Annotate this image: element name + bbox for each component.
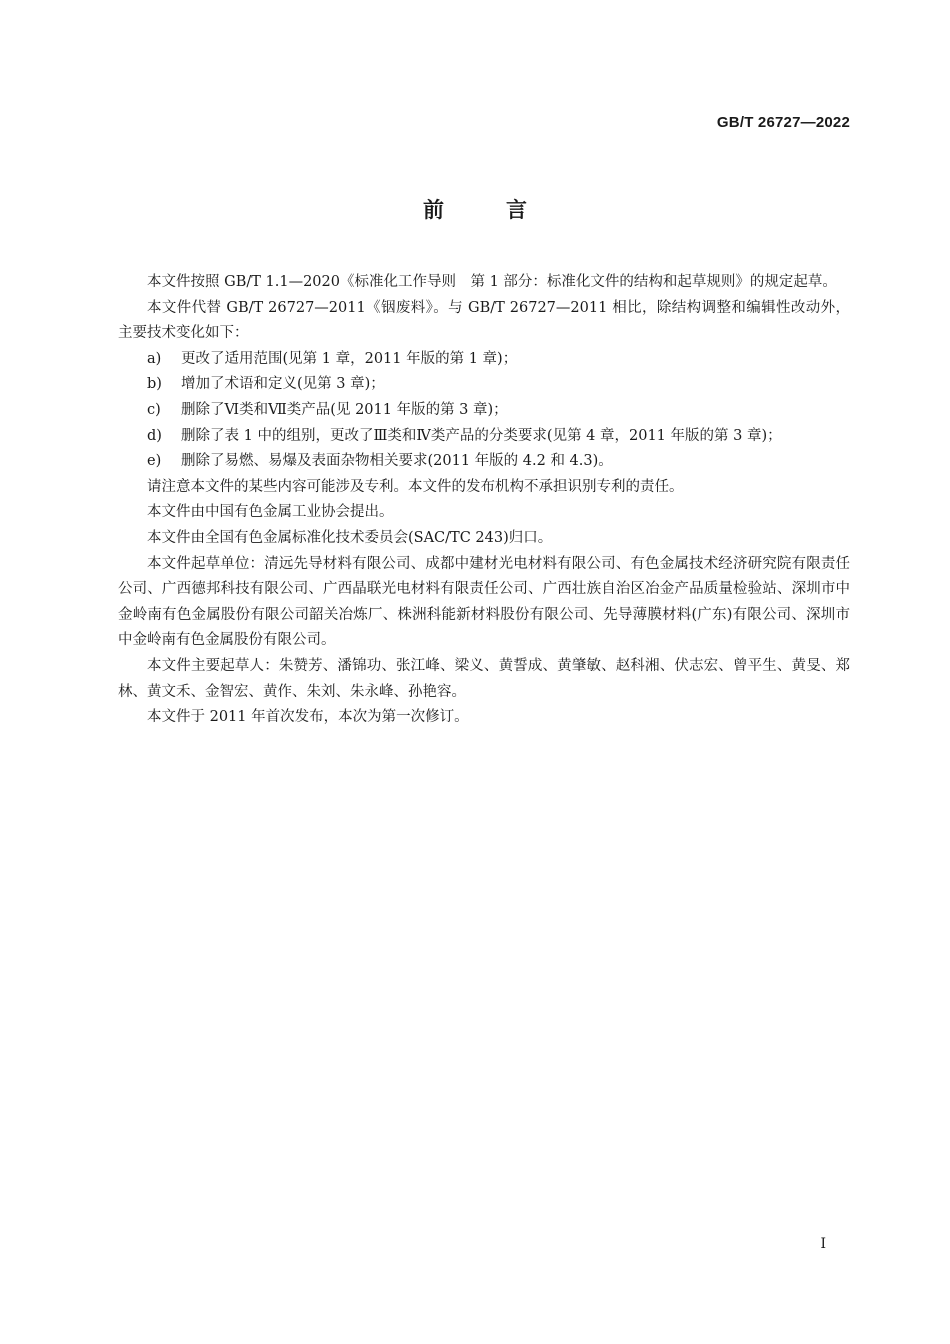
- change-item: [118, 424, 850, 450]
- change-item-mark: a): [147, 350, 162, 367]
- change-item: [118, 372, 850, 398]
- change-item-text: 删除了表 1 中的组别，更改了Ⅲ类和Ⅳ类产品的分类要求(见第 4 章，2011 年版的第 3 章)；: [181, 427, 782, 444]
- change-item: [118, 449, 850, 475]
- paragraph-patent-notice: 请注意本文件的某些内容可能涉及专利。本文件的发布机构不承担识别专利的责任。: [147, 478, 684, 495]
- change-item: [118, 347, 850, 373]
- standard-code: GB/T 26727—2022: [716, 114, 850, 131]
- change-item-text: 删除了易燃、易爆及表面杂物相关要求(2011 年版的 4.2 和 4.3)。: [181, 453, 613, 470]
- paragraph-committee: 本文件由全国有色金属标准化技术委员会(SAC/TC 243)归口。: [147, 529, 553, 546]
- paragraph-drafting-rules: 本文件按照 GB/T 1.1—2020《标准化工作导则 第 1 部分：标准化文件的结构和起草规则》的规定起草。: [147, 274, 837, 290]
- paragraph-history: 本文件于 2011 年首次发布，本次为第一次修订。: [147, 709, 469, 726]
- change-item-text: 更改了适用范围(见第 1 章，2011 年版的第 1 章)；: [181, 350, 518, 367]
- page-number: I: [820, 1236, 826, 1252]
- change-item-mark: b): [147, 376, 162, 393]
- paragraph-proposer: 本文件由中国有色金属工业协会提出。: [147, 504, 394, 521]
- change-item: [118, 398, 850, 424]
- paragraph-drafting-units: 本文件起草单位：清远先导材料有限公司、成都中建材光电材料有限公司、有色金属技术经济研究院有限责任公司、广西德邦科技有限公司、广西晶联光电材料有限责任公司、广西壮族自治区冶金产品质量检验站、深圳市中金岭南有色金属股份有限公司韶关冶炼厂、株洲科能新材料股份有限公司、先导薄膜材料(广东)有限公司、深圳市中金岭南有色金属股份有限公司。: [118, 555, 850, 649]
- foreword-body: [118, 270, 850, 731]
- paragraph-replacement: 本文件代替 GB/T 26727—2011《铟废料》。与 GB/T 26727—2011 相比，除结构调整和编辑性改动外，主要技术变化如下：: [118, 299, 850, 342]
- change-item-mark: e): [147, 453, 162, 470]
- change-item-mark: d): [147, 427, 162, 444]
- change-item-mark: c): [147, 401, 161, 418]
- change-item-text: 增加了术语和定义(见第 3 章)；: [181, 376, 385, 393]
- change-item-text: 删除了Ⅵ类和Ⅶ类产品(见 2011 年版的第 3 章)；: [181, 401, 508, 418]
- page-title: 前言: [423, 198, 589, 222]
- paragraph-drafters: 本文件主要起草人：朱赞芳、潘锦功、张江峰、梁义、黄誓成、黄肇敏、赵科湘、伏志宏、曾平生、黄旻、郑林、黄文禾、金智宏、黄作、朱刘、朱永峰、孙艳容。: [118, 657, 850, 700]
